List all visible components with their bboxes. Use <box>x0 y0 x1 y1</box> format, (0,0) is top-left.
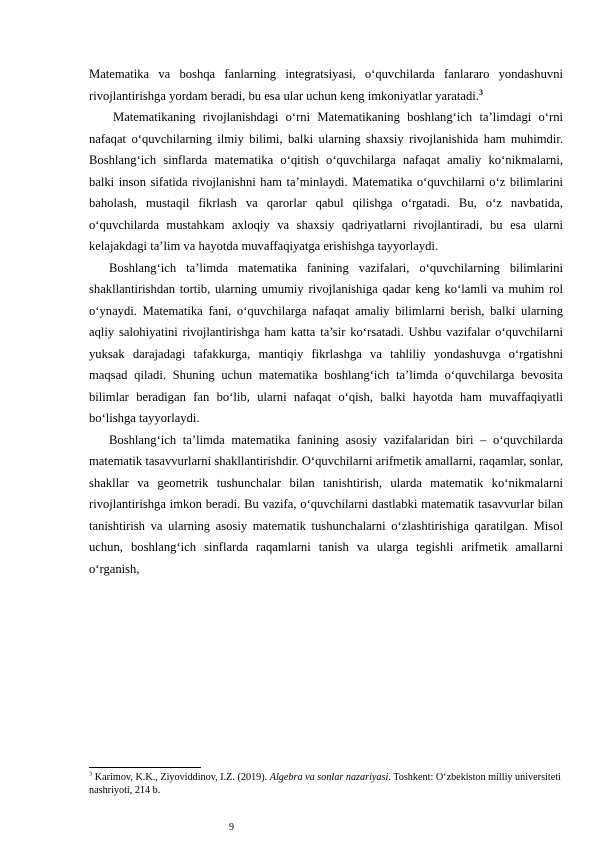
page-body <box>89 64 563 580</box>
footnote-authors: Karimov, K.K., Ziyoviddinov, I.Z. (2019). <box>94 772 270 783</box>
paragraph-tasks-of-mathematics <box>89 258 563 430</box>
paragraph-text: Matematikaning rivojlanishdagi o‘rni Matematikaning boshlang‘ich ta’limdagi o‘rni nafaqat o‘quvchilarning ilmiy bilimi, balki ularning shaxsiy rivojlanishida ham muhimdir. Boshlang‘ich sinflarda matematika o‘qitish o‘quvchilarga nafaqat amaliy ko‘nikmalarni, balki inson sifatida rivojlanishni ham ta’minlaydi. Matematika o‘quvchilarni o‘z bilimlarini baholash, mustaqil fikrlash va qarorlar qabul qilishga o‘rgatadi. Bu, o‘z navbatida, o‘quvchilarda mustahkam axloqiy va shaxsiy qadriyatlarni rivojlantiradi, bu esa ularni kelajakdagi ta’lim va hayotda muvaffaqiyatga erishishga tayyorlaydi. <box>89 110 563 253</box>
paragraph-role-of-mathematics <box>89 107 563 258</box>
paragraph-text: Boshlang‘ich ta’limda matematika fanining asosiy vazifalaridan biri – o‘quvchilarda matematik tasavvurlarni shakllantirishdir. O‘quvchilarni arifmetik amallarni, raqamlar, sonlar, shakllar va geometrik tushunchalar bilan tanishtirish, ularda matematik ko‘nikmalarni rivojlantirishga imkon beradi. Bu vazifa, o‘quvchilarni dastlabki matematik tasavvurlar bilan tanishtirish va ularning asosiy matematik tushunchalarni o‘zlashtirishiga qaratilgan. Misol uchun, boshlang‘ich sinflarda raqamlarni tanish va ularga tegishli arifmetik amallarni o‘rganish, <box>89 432 563 576</box>
page-number: 9 <box>229 822 234 833</box>
paragraph-text: Matematika va boshqa fanlarning integratsiyasi, o‘quvchilarda fanlararo yondashuvni rivojlantirishga yordam beradi, bu esa ular uchun keng imkoniyatlar yaratadi. <box>89 67 563 103</box>
footnote-number: 3 <box>89 770 93 778</box>
footnote-publisher: . Toshkent: O‘zbekiston milliy universiteti nashriyoti, 214 b. <box>89 772 561 796</box>
paragraph-integration <box>89 64 563 107</box>
paragraph-text: Boshlang‘ich ta’limda matematika fanining vazifalari, o‘quvchilarning bilimlarini shakllantirishdan tortib, ularning umumiy rivojlanishiga qadar keng ko‘lamli va muhim rol o‘ynaydi. Matematika fani, o‘quvchilarga nafaqat amaliy bilimlarni berish, balki ularning aqliy salohiyatini rivojlantirishga ham katta ta’sir ko‘rsatadi. Ushbu vazifalar o‘quvchilarni yuksak darajadagi tafakkurga, mantiqiy fikrlashga va tahliliy yondashuvga o‘rgatishni maqsad qiladi. Shuning uchun matematika boshlang‘ich ta’limda o‘quvchilarga bevosita bilimlar beradigan fan bo‘lib, ularni nafaqat o‘qish, balki hayotda ham muvaffaqiyatli bo‘lishga tayyorlaydi. <box>89 260 563 425</box>
footnote-title: Algebra va sonlar nazariyasi <box>269 772 389 783</box>
footnote <box>89 771 563 797</box>
paragraph-main-task <box>89 430 563 581</box>
footnote-divider <box>89 767 201 768</box>
footnote-reference[interactable]: 3 <box>478 87 483 97</box>
